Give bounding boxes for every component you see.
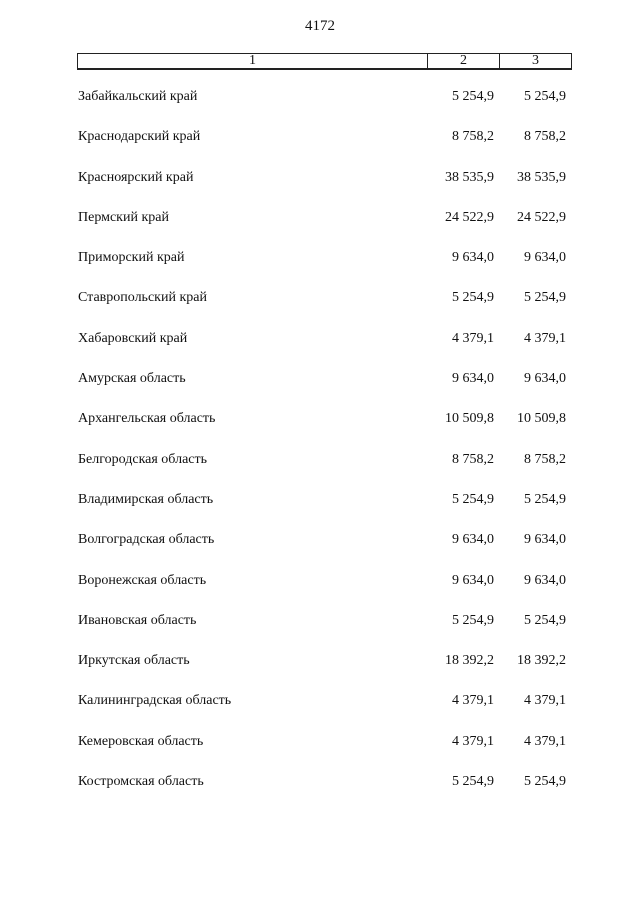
value-col-3: 9 634,0	[524, 371, 566, 387]
value-col-2: 9 634,0	[452, 572, 494, 588]
region-name: Краснодарский край	[78, 129, 201, 145]
value-col-2: 5 254,9	[452, 491, 494, 507]
value-col-2: 4 379,1	[452, 733, 494, 749]
region-name: Белгородская область	[78, 451, 208, 467]
region-name: Пермский край	[78, 209, 169, 225]
region-name: Волгоградская область	[78, 532, 215, 548]
table-row	[0, 611, 640, 651]
value-col-2: 24 522,9	[445, 209, 494, 225]
region-name: Владимирская область	[78, 491, 214, 507]
table-body	[0, 87, 640, 812]
value-col-2: 5 254,9	[452, 290, 494, 306]
header-col-3: 3	[532, 53, 539, 68]
value-col-3: 5 254,9	[524, 89, 566, 104]
table-row	[0, 288, 640, 328]
table-row	[0, 127, 640, 167]
value-col-2: 4 379,1	[452, 330, 494, 346]
region-name: Красноярский край	[78, 169, 194, 185]
table-row	[0, 168, 640, 208]
table-row	[0, 208, 640, 248]
value-col-2: 9 634,0	[452, 250, 494, 266]
header-col-1: 1	[78, 54, 428, 68]
value-col-3: 18 392,2	[517, 653, 566, 669]
value-col-3: 8 758,2	[524, 129, 566, 145]
value-col-3: 4 379,1	[524, 330, 566, 346]
value-col-2: 38 535,9	[445, 169, 494, 185]
value-col-3: 5 254,9	[524, 491, 566, 507]
table-row	[0, 530, 640, 570]
table-row	[0, 651, 640, 691]
header-col-2: 2	[428, 54, 500, 68]
table-row	[0, 772, 640, 812]
value-col-3: 9 634,0	[524, 572, 566, 588]
value-col-3: 5 254,9	[524, 612, 566, 628]
region-name: Забайкальский край	[78, 89, 198, 104]
value-col-2: 8 758,2	[452, 451, 494, 467]
region-name: Костромская область	[78, 774, 204, 790]
table-row	[0, 691, 640, 731]
table-header	[77, 53, 572, 70]
region-name: Воронежская область	[78, 572, 207, 588]
value-col-2: 5 254,9	[452, 612, 494, 628]
value-col-2: 5 254,9	[452, 89, 494, 104]
value-col-3: 9 634,0	[524, 532, 566, 548]
table-row	[0, 248, 640, 288]
value-col-3: 24 522,9	[517, 209, 566, 225]
value-col-2: 18 392,2	[445, 653, 494, 669]
table-row	[0, 450, 640, 490]
table-row	[0, 369, 640, 409]
value-col-2: 4 379,1	[452, 693, 494, 709]
value-col-3: 5 254,9	[524, 774, 566, 790]
region-name: Амурская область	[78, 371, 186, 387]
value-col-3: 38 535,9	[517, 169, 566, 185]
value-col-2: 9 634,0	[452, 532, 494, 548]
value-col-2: 8 758,2	[452, 129, 494, 145]
value-col-3: 10 509,8	[517, 411, 566, 427]
region-name: Кемеровская область	[78, 733, 204, 749]
table-row	[0, 329, 640, 369]
value-col-2: 5 254,9	[452, 774, 494, 790]
table-row	[0, 87, 640, 127]
value-col-3: 4 379,1	[524, 733, 566, 749]
table-row	[0, 732, 640, 772]
region-name: Архангельская область	[78, 411, 216, 427]
value-col-3: 4 379,1	[524, 693, 566, 709]
value-col-3: 9 634,0	[524, 250, 566, 266]
table-row	[0, 490, 640, 530]
value-col-3: 5 254,9	[524, 290, 566, 306]
region-name: Приморский край	[78, 250, 185, 266]
table-row	[0, 409, 640, 449]
region-name: Ставропольский край	[78, 290, 207, 306]
region-name: Ивановская область	[78, 612, 197, 628]
value-col-2: 9 634,0	[452, 371, 494, 387]
table-row	[0, 571, 640, 611]
value-col-3: 8 758,2	[524, 451, 566, 467]
region-name: Калининградская область	[78, 693, 232, 709]
region-name: Хабаровский край	[78, 330, 188, 346]
value-col-2: 10 509,8	[445, 411, 494, 427]
region-name: Иркутская область	[78, 653, 190, 669]
page-number: 4172	[305, 18, 335, 34]
